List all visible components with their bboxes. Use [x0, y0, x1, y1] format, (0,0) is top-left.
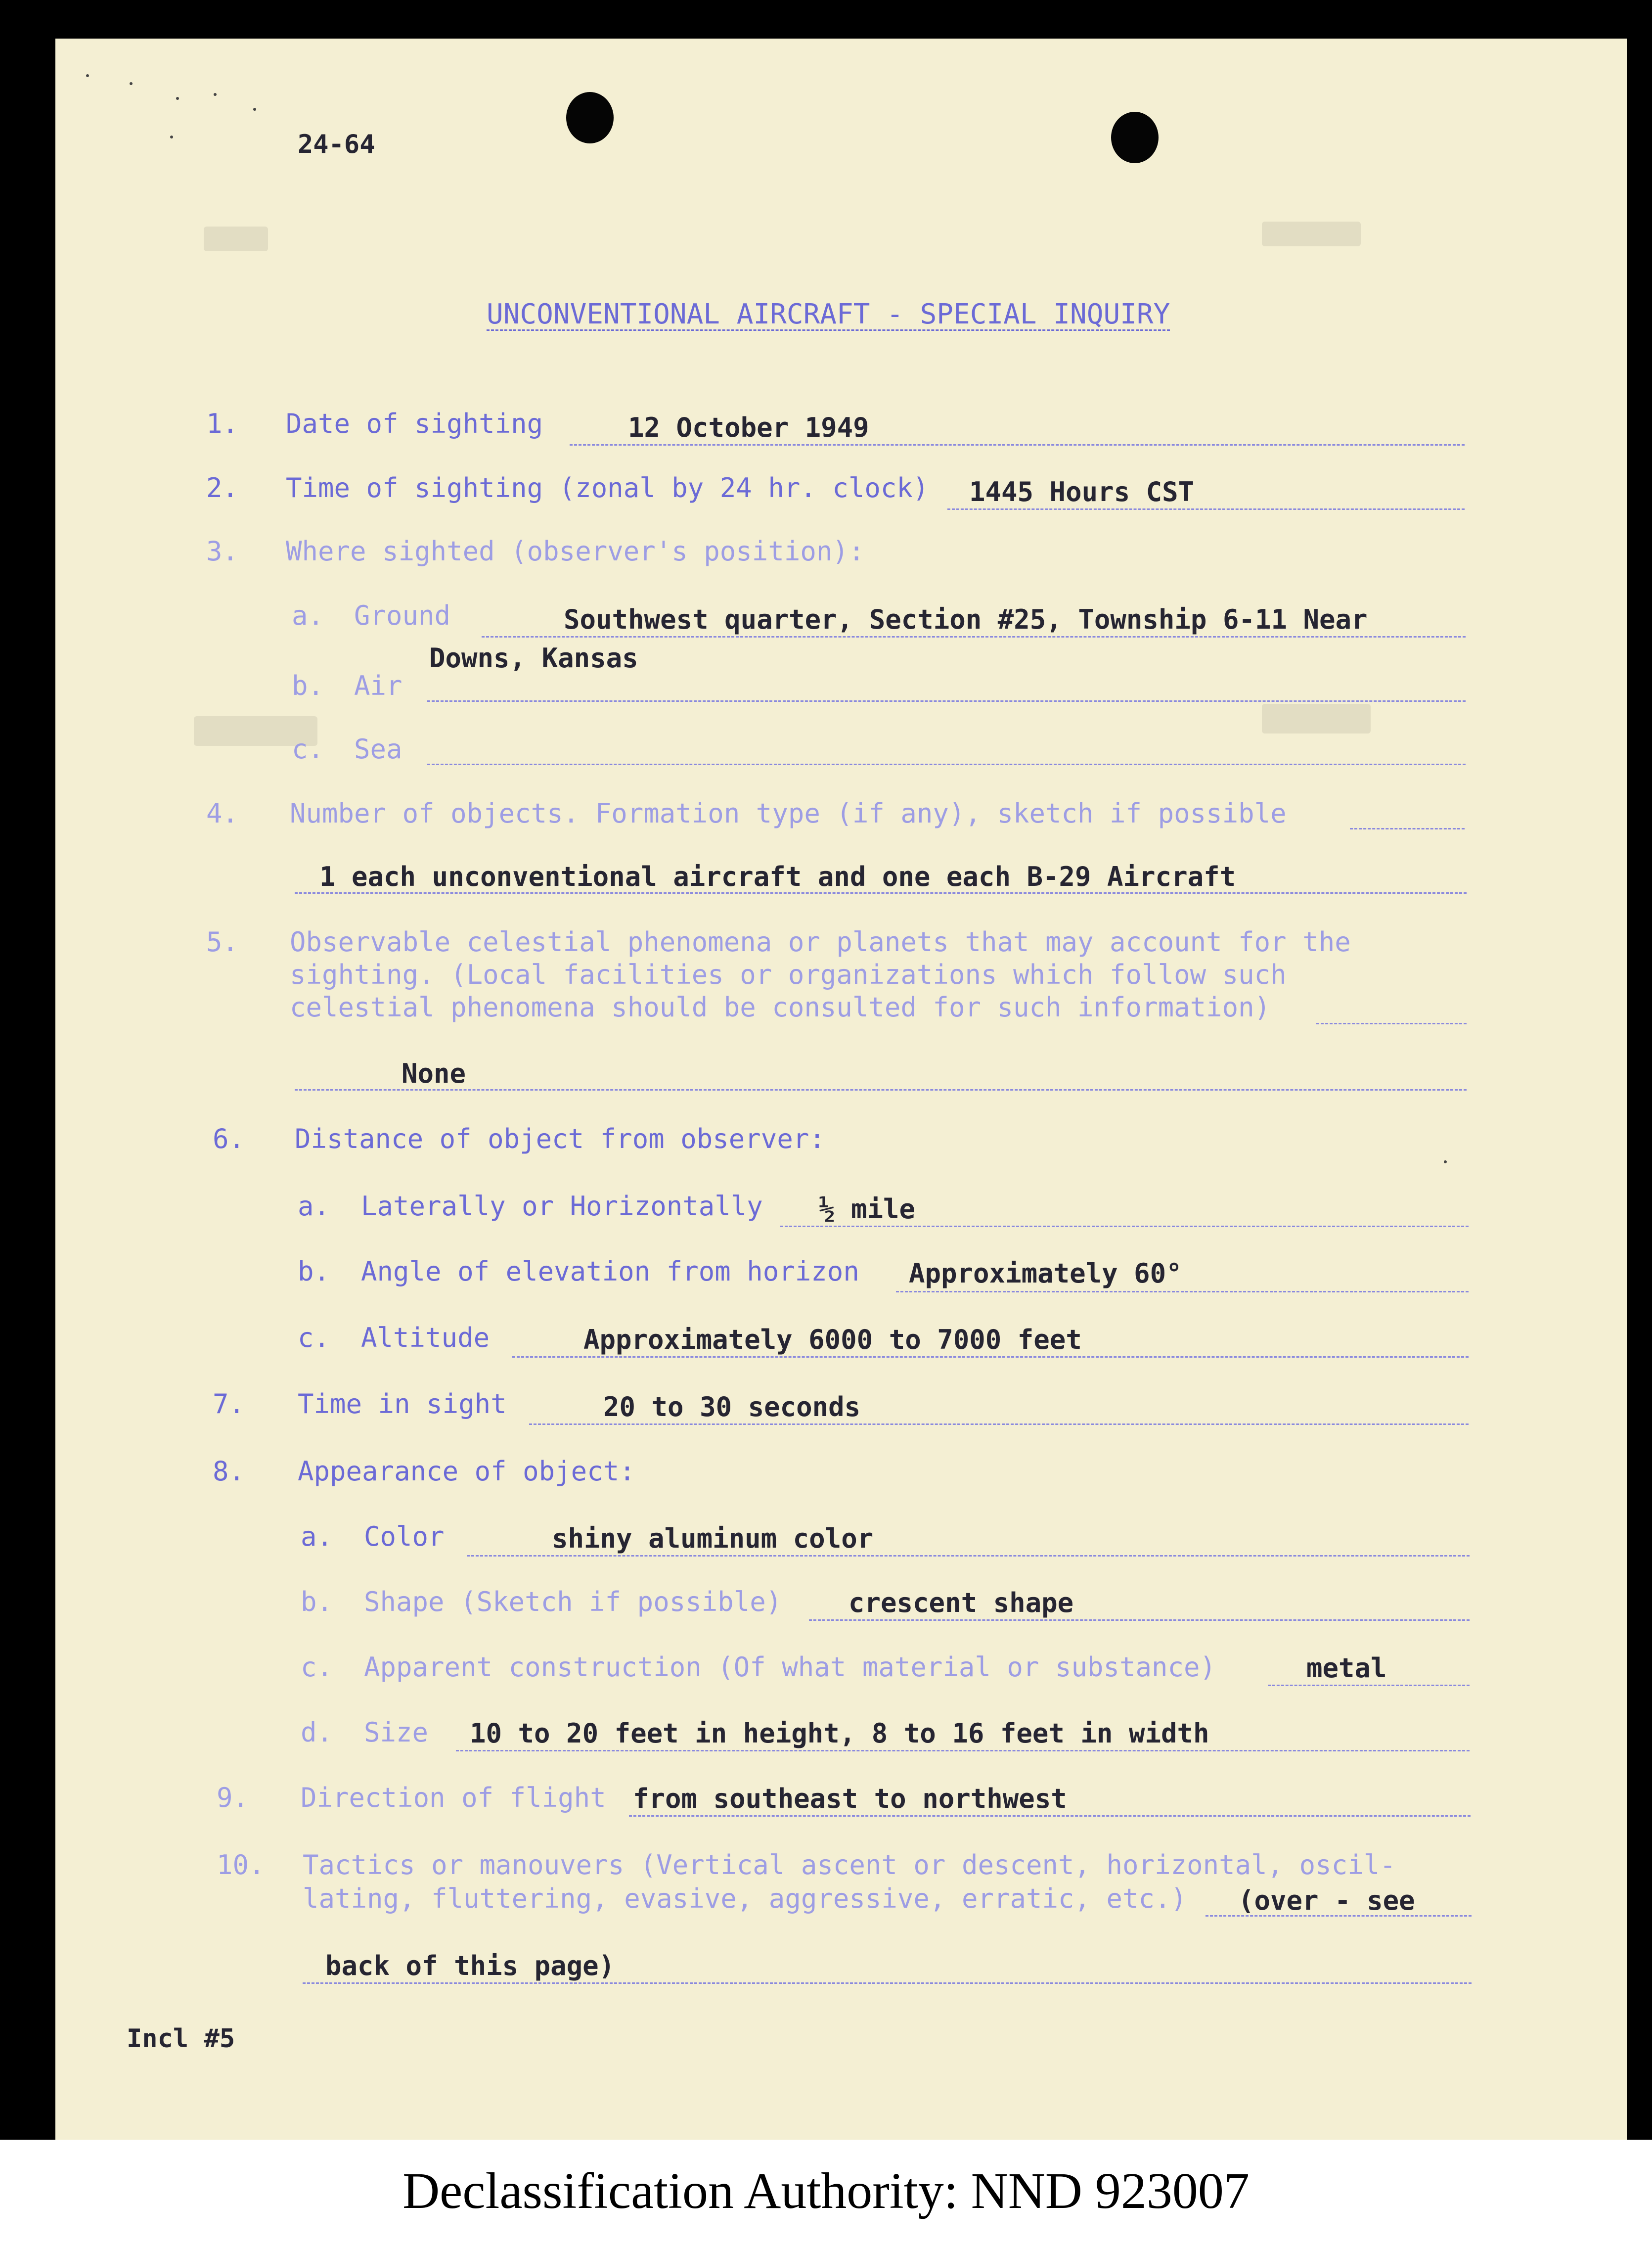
lateral-label: Laterally or Horizontally — [361, 1191, 763, 1222]
answer-line — [1268, 1685, 1470, 1686]
elevation-letter: b. — [298, 1256, 330, 1287]
item-number: 9. — [217, 1782, 249, 1813]
item-number: 4. — [206, 798, 239, 829]
construction-label: Apparent construction (Of what material or substance) — [364, 1652, 1216, 1683]
color-answer: shiny aluminum color — [552, 1523, 874, 1554]
time-of-sighting-answer: 1445 Hours CST — [969, 476, 1195, 507]
time-in-sight-answer: 20 to 30 seconds — [603, 1391, 861, 1422]
answer-line — [512, 1356, 1469, 1358]
enclosure-label: Incl #5 — [127, 2024, 235, 2054]
answer-line — [947, 508, 1465, 510]
answer-line — [1316, 1023, 1467, 1024]
answer-line — [427, 700, 1466, 702]
item-number: 10. — [217, 1849, 265, 1881]
size-label: Size — [364, 1717, 429, 1748]
celestial-label-line-3: celestial phenomena should be consulted for such information) — [290, 992, 1271, 1023]
direction-answer: from southeast to northwest — [633, 1783, 1067, 1814]
ground-answer-continued: Downs, Kansas — [429, 642, 638, 674]
item-number: 3. — [206, 536, 239, 567]
construction-answer: metal — [1306, 1652, 1387, 1684]
size-letter: d. — [301, 1717, 333, 1748]
form-title: UNCONVENTIONAL AIRCRAFT - SPECIAL INQUIRY — [487, 298, 1170, 330]
number-of-objects-label: Number of objects. Formation type (if any), sketch if possible — [290, 798, 1287, 829]
celestial-answer: None — [402, 1058, 466, 1089]
bleed-smudge — [1262, 704, 1371, 734]
answer-line — [809, 1619, 1470, 1621]
time-of-sighting-label: Time of sighting (zonal by 24 hr. clock) — [286, 472, 929, 504]
speck — [214, 93, 217, 96]
ground-answer: Southwest quarter, Section #25, Township 6-11 Near — [564, 604, 1368, 635]
appearance-label: Appearance of object: — [298, 1456, 635, 1487]
date-of-sighting-answer: 12 October 1949 — [628, 412, 869, 443]
celestial-label-line-2: sighting. (Local facilities or organizations which follow such — [290, 959, 1287, 990]
speck — [170, 136, 173, 138]
air-label: Air — [354, 670, 402, 701]
item-number: 6. — [213, 1123, 245, 1154]
punch-hole-left — [566, 92, 614, 143]
answer-line — [780, 1226, 1469, 1227]
tactics-answer: (over - see — [1238, 1885, 1415, 1916]
speck — [253, 108, 256, 111]
answer-line — [303, 1982, 1472, 1984]
elevation-answer: Approximately 60° — [909, 1258, 1182, 1289]
bleed-smudge — [204, 227, 268, 251]
item-number: 1. — [206, 408, 239, 439]
item-number: 5. — [206, 926, 239, 958]
color-letter: a. — [301, 1521, 333, 1552]
tactics-answer-continued: back of this page) — [325, 1950, 615, 1981]
item-number: 2. — [206, 472, 239, 504]
speck — [130, 82, 133, 85]
document-page — [55, 39, 1627, 2140]
size-answer: 10 to 20 feet in height, 8 to 16 feet in width — [470, 1718, 1209, 1749]
lateral-answer: ½ mile — [819, 1193, 916, 1225]
number-of-objects-answer: 1 each unconventional aircraft and one each B-29 Aircraft — [319, 861, 1236, 892]
item-number: 8. — [213, 1456, 245, 1487]
altitude-label: Altitude — [361, 1322, 490, 1353]
sea-label: Sea — [354, 734, 402, 765]
altitude-letter: c. — [298, 1322, 330, 1353]
ground-letter: a. — [292, 600, 324, 631]
answer-line — [529, 1423, 1469, 1425]
speck — [176, 97, 179, 100]
distance-label: Distance of object from observer: — [295, 1123, 825, 1154]
date-of-sighting-label: Date of sighting — [286, 408, 543, 439]
direction-label: Direction of flight — [301, 1782, 606, 1813]
shape-answer: crescent shape — [848, 1587, 1074, 1618]
sea-letter: c. — [292, 734, 324, 765]
time-in-sight-label: Time in sight — [298, 1388, 507, 1420]
elevation-label: Angle of elevation from horizon — [361, 1256, 859, 1287]
answer-line — [295, 892, 1467, 894]
lateral-letter: a. — [298, 1191, 330, 1222]
tactics-label-line-1: Tactics or manouvers (Vertical ascent or descent, horizontal, oscil- — [303, 1849, 1396, 1881]
answer-line — [467, 1555, 1470, 1557]
where-sighted-label: Where sighted (observer's position): — [286, 536, 865, 567]
answer-line — [896, 1291, 1469, 1292]
ground-label: Ground — [354, 600, 451, 631]
answer-line — [629, 1815, 1471, 1817]
tactics-label-line-2: lating, fluttering, evasive, aggressive, erratic, etc.) — [303, 1883, 1187, 1914]
punch-hole-right — [1111, 112, 1159, 163]
declassification-footer: Declassification Authority: NND 923007 — [402, 2162, 1250, 2219]
answer-line — [295, 1089, 1467, 1091]
answer-line — [456, 1750, 1470, 1751]
answer-line — [570, 444, 1465, 446]
item-number: 7. — [213, 1388, 245, 1420]
air-letter: b. — [292, 670, 324, 701]
document-number: 24-64 — [298, 130, 375, 159]
answer-line — [482, 636, 1466, 638]
answer-line — [1350, 828, 1465, 829]
color-label: Color — [364, 1521, 445, 1552]
altitude-answer: Approximately 6000 to 7000 feet — [583, 1324, 1082, 1355]
construction-letter: c. — [301, 1652, 333, 1683]
speck — [1444, 1160, 1447, 1163]
bleed-smudge — [1262, 222, 1361, 246]
shape-letter: b. — [301, 1586, 333, 1617]
shape-label: Shape (Sketch if possible) — [364, 1586, 782, 1617]
answer-line — [427, 764, 1466, 765]
speck — [86, 74, 89, 77]
celestial-label-line-1: Observable celestial phenomena or planets that may account for the — [290, 926, 1351, 958]
